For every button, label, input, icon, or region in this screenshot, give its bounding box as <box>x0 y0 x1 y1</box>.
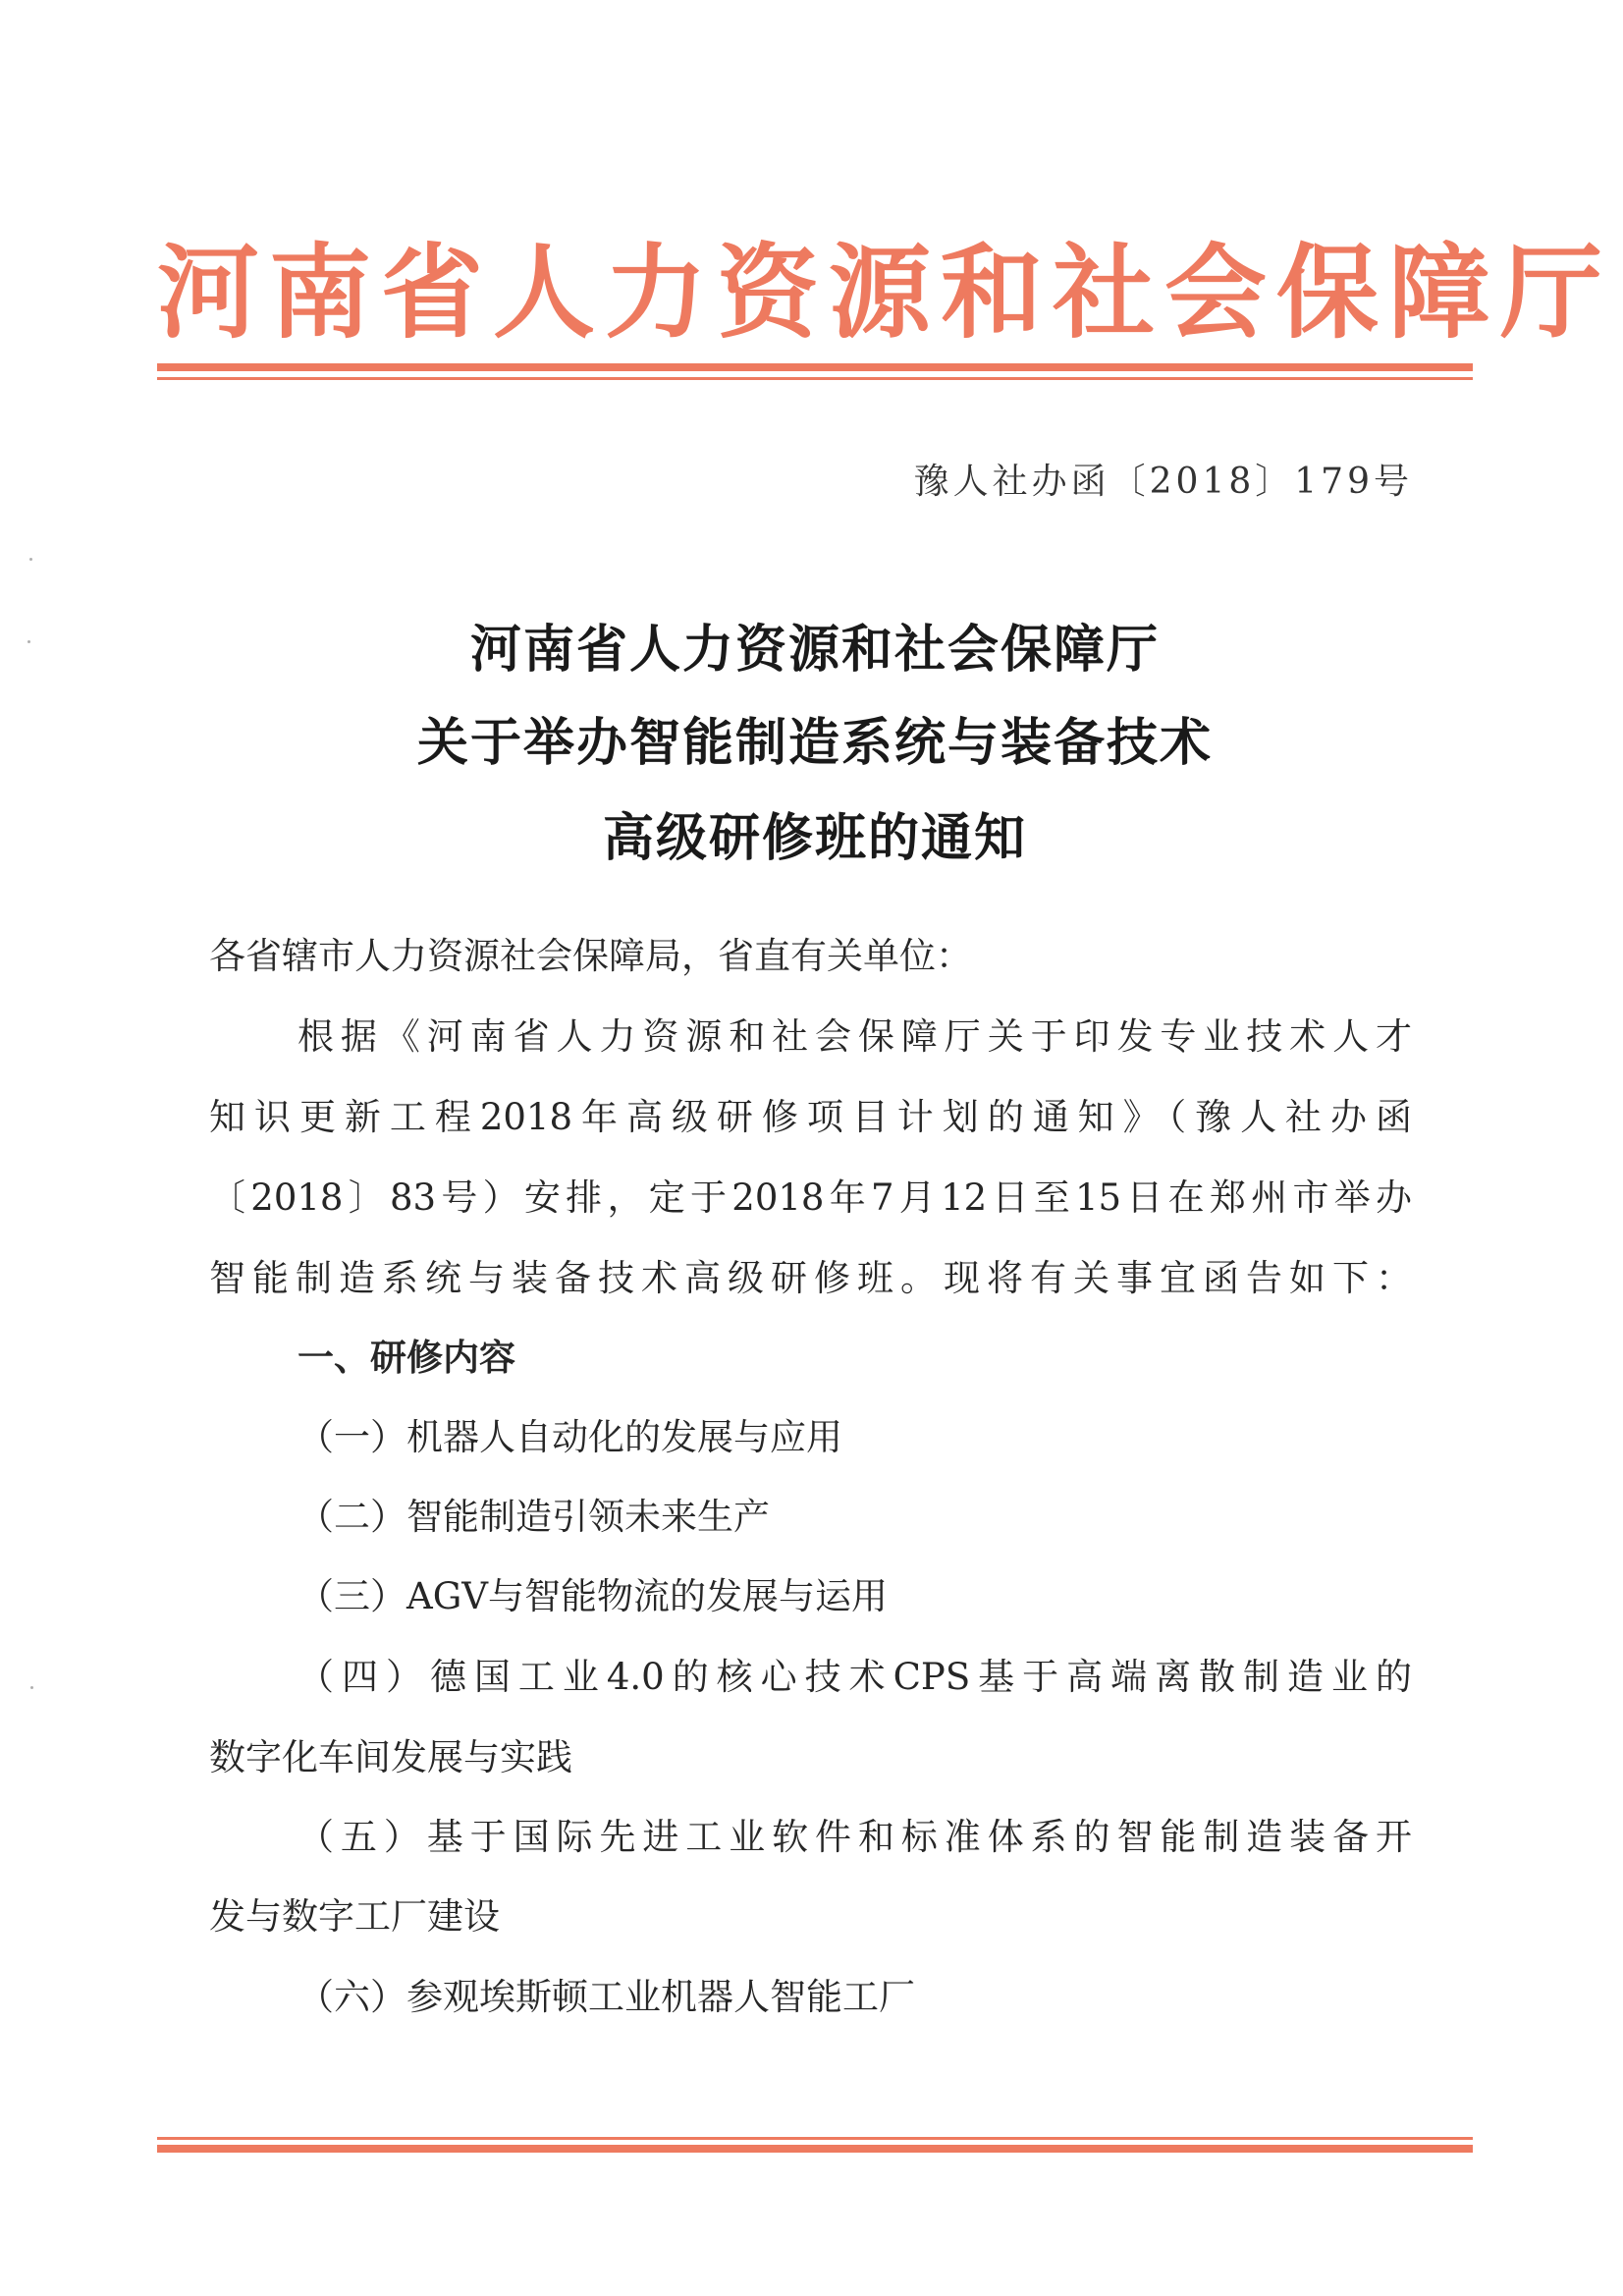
content-item-2: （二）智能制造引领未来生产 <box>298 1496 770 1538</box>
salutation: 各省辖市人力资源社会保障局，省直有关单位： <box>209 935 972 977</box>
scan-speck <box>30 1686 33 1689</box>
document-number: 豫人社办函〔2018〕179号 <box>913 462 1413 502</box>
title-line-1: 河南省人力资源和社会保障厅 <box>469 620 1160 680</box>
scan-speck <box>27 640 30 643</box>
title-line-3: 高级研修班的通知 <box>602 808 1027 868</box>
section-heading: 一、研修内容 <box>298 1336 515 1379</box>
content-item-4: （四）德国工业4.0的核心技术CPS基于高端离散制造业的 <box>298 1656 1412 1698</box>
letterhead-rule-thin <box>157 377 1473 380</box>
agency-letterhead: 河南省人力资源和社会保障厅 <box>157 232 1613 353</box>
footer-rule-thick <box>157 2145 1473 2153</box>
content-item-6: （六）参观埃斯顿工业机器人智能工厂 <box>298 1976 915 2018</box>
title-line-2: 关于举办智能制造系统与装备技术 <box>416 713 1213 773</box>
content-item-5: （五）基于国际先进工业软件和标准体系的智能制造装备开 <box>298 1816 1412 1858</box>
footer-rule-thin <box>157 2137 1473 2140</box>
content-item-4-cont: 数字化车间发展与实践 <box>209 1736 572 1778</box>
intro-line-3: 〔2018〕83号）安排，定于2018年7月12日至15日在郑州市举办 <box>209 1176 1412 1219</box>
intro-line-4: 智能制造系统与装备技术高级研修班。现将有关事宜函告如下： <box>209 1257 1412 1299</box>
intro-line-1: 根据《河南省人力资源和社会保障厅关于印发专业技术人才 <box>298 1015 1412 1058</box>
content-item-1: （一）机器人自动化的发展与应用 <box>298 1416 842 1458</box>
content-item-3: （三）AGV与智能物流的发展与运用 <box>298 1575 888 1617</box>
intro-line-2: 知识更新工程2018年高级研修项目计划的通知》（豫人社办函 <box>209 1096 1412 1138</box>
letterhead-rule-thick <box>157 363 1473 371</box>
scan-speck <box>29 558 32 561</box>
content-item-5-cont: 发与数字工厂建设 <box>209 1895 500 1938</box>
